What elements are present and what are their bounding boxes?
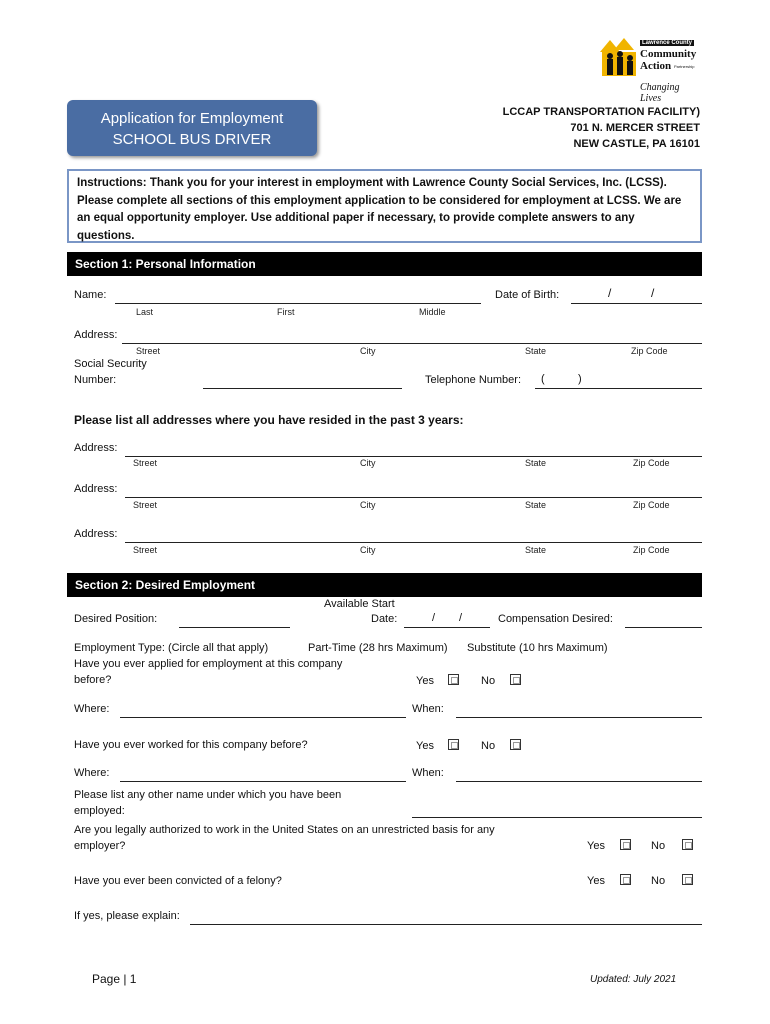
updated-date: Updated: July 2021 [590, 974, 677, 985]
phone-paren-close: ) [578, 373, 582, 385]
phone-paren-open: ( [541, 373, 545, 385]
where-label-1: Where: [74, 703, 110, 715]
street-sublabel: Street [136, 346, 161, 356]
section1-header: Section 1: Personal Information [67, 252, 702, 276]
authorized-label-2: employer? [74, 840, 126, 852]
worked-yes-label: Yes [416, 740, 434, 752]
phone-label: Telephone Number: [425, 374, 522, 386]
address-field[interactable] [122, 343, 702, 344]
applied-yes-label: Yes [416, 675, 434, 687]
felony-yes-label: Yes [587, 875, 605, 887]
logo-partnership: Partnership [674, 64, 695, 69]
facility-address [503, 104, 700, 152]
logo-community: Community [640, 48, 697, 60]
applied-before-label-2: before? [74, 674, 112, 686]
past-address-label-1: Address: [74, 442, 118, 454]
past-address-field-1[interactable] [125, 456, 702, 457]
worked-yes-checkbox[interactable] [448, 739, 459, 750]
available-start-field[interactable] [404, 627, 490, 628]
when-label-2: When: [412, 767, 444, 779]
applied-before-label-1: Have you ever applied for employment at this company [74, 658, 343, 670]
street-sublabel: Street [133, 458, 158, 468]
city-sublabel: City [360, 500, 376, 510]
facility-city: NEW CASTLE, PA 16101 [573, 138, 700, 150]
street-sublabel: Street [133, 500, 158, 510]
city-sublabel: City [360, 545, 376, 555]
desired-position-label: Desired Position: [74, 613, 158, 625]
past-address-label-3: Address: [74, 528, 118, 540]
dob-label: Date of Birth: [495, 289, 560, 301]
last-sublabel: Last [136, 307, 154, 317]
state-sublabel: State [525, 545, 547, 555]
city-sublabel: City [360, 346, 376, 356]
facility-street: 701 N. MERCER STREET [570, 122, 700, 134]
past-addresses-heading: Please list all addresses where you have resided in the past 3 years: [74, 413, 464, 427]
other-name-label-1: Please list any other name under which you have been [74, 789, 342, 801]
applied-no-checkbox[interactable] [510, 674, 521, 685]
state-sublabel: State [525, 346, 547, 356]
past-address-field-3[interactable] [125, 542, 702, 543]
form-subtitle: SCHOOL BUS DRIVER [112, 131, 272, 148]
logo-action: Action [640, 60, 672, 72]
instructions-box: Instructions: Thank you for your interest in employment with Lawrence County Social Services, Inc. (LCSS). Please complete all sections of this employment application to be considered for employment at LCSS. We are an equal opportunity employer. Use additional paper if necessary, to provide complete answers to any questions. [67, 169, 702, 243]
available-start-label-1: Available Start [324, 598, 395, 610]
where-field-1[interactable] [120, 717, 406, 718]
zip-sublabel: Zip Code [633, 545, 670, 555]
desired-position-field[interactable] [179, 627, 290, 628]
ssn-label-2: Number: [74, 374, 117, 386]
compensation-label: Compensation Desired: [498, 613, 613, 625]
past-address-field-2[interactable] [125, 497, 702, 498]
where-field-2[interactable] [120, 781, 406, 782]
state-sublabel: State [525, 458, 547, 468]
part-time-option[interactable]: Part-Time (28 hrs Maximum) [308, 642, 448, 654]
explain-field[interactable] [190, 924, 702, 925]
date-slash-1: / [432, 612, 436, 624]
employment-type-label: Employment Type: (Circle all that apply) [74, 642, 269, 654]
available-start-label-2: Date: [371, 613, 398, 625]
when-field-2[interactable] [456, 781, 702, 782]
middle-sublabel: Middle [419, 307, 446, 317]
zip-sublabel: Zip Code [631, 346, 668, 356]
authorized-no-checkbox[interactable] [682, 839, 693, 850]
state-sublabel: State [525, 500, 547, 510]
logo-county: Lawrence County [642, 40, 693, 46]
past-address-label-2: Address: [74, 483, 118, 495]
felony-label: Have you ever been convicted of a felony? [74, 875, 282, 887]
authorized-yes-label: Yes [587, 840, 605, 852]
logo-tagline: Changing Lives [640, 82, 680, 104]
zip-sublabel: Zip Code [633, 458, 670, 468]
when-field-1[interactable] [456, 717, 702, 718]
dob-slash-2: / [651, 286, 655, 300]
where-label-2: Where: [74, 767, 110, 779]
address-label: Address: [74, 329, 118, 341]
worked-before-label: Have you ever worked for this company before? [74, 739, 308, 751]
name-label: Name: [74, 289, 107, 301]
dob-slash-1: / [608, 286, 612, 300]
page-number: Page | 1 [92, 972, 137, 986]
authorized-yes-checkbox[interactable] [620, 839, 631, 850]
applied-yes-checkbox[interactable] [448, 674, 459, 685]
facility-name: LCCAP TRANSPORTATION FACILITY) [502, 106, 700, 118]
date-slash-2: / [459, 612, 463, 624]
authorized-label-1: Are you legally authorized to work in the United States on an unrestricted basis for any [74, 824, 495, 836]
phone-field[interactable] [535, 388, 702, 389]
worked-no-checkbox[interactable] [510, 739, 521, 750]
authorized-no-label: No [651, 840, 666, 852]
form-title: Application for Employment [100, 110, 284, 127]
street-sublabel: Street [133, 545, 158, 555]
form-title-box [67, 100, 317, 156]
name-field[interactable] [115, 303, 481, 304]
other-name-field[interactable] [412, 817, 702, 818]
felony-no-label: No [651, 875, 666, 887]
dob-field[interactable] [571, 303, 702, 304]
other-name-label-2: employed: [74, 805, 125, 817]
zip-sublabel: Zip Code [633, 500, 670, 510]
when-label-1: When: [412, 703, 444, 715]
city-sublabel: City [360, 458, 376, 468]
first-sublabel: First [277, 307, 295, 317]
felony-no-checkbox[interactable] [682, 874, 693, 885]
substitute-option[interactable]: Substitute (10 hrs Maximum) [467, 642, 608, 654]
ssn-label-1: Social Security [74, 358, 147, 370]
explain-label: If yes, please explain: [74, 910, 180, 922]
compensation-field[interactable] [625, 627, 702, 628]
applied-no-label: No [481, 675, 496, 687]
lccap-logo [596, 32, 700, 104]
section2-header: Section 2: Desired Employment [67, 573, 702, 597]
worked-no-label: No [481, 740, 496, 752]
felony-yes-checkbox[interactable] [620, 874, 631, 885]
ssn-field[interactable] [203, 388, 402, 389]
